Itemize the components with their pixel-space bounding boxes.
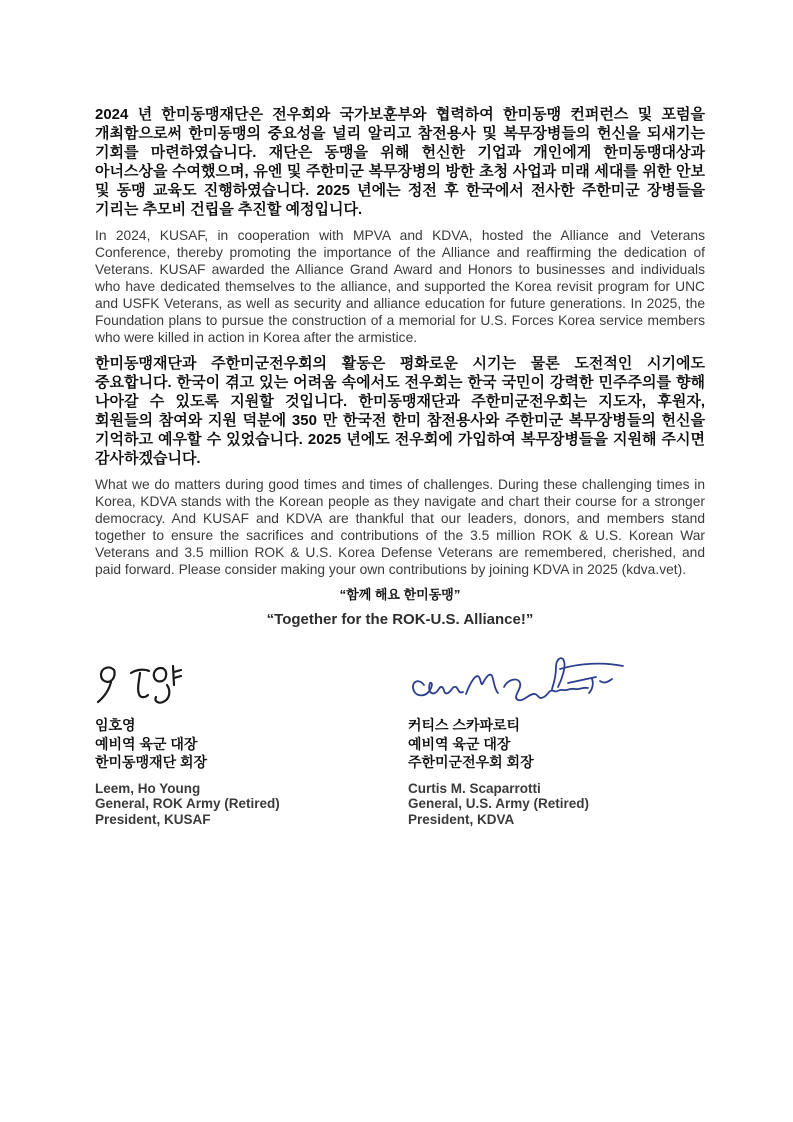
signer-korean-title: 주한미군전우회 회장	[408, 754, 534, 770]
signer-english-rank: General, U.S. Army (Retired)	[408, 796, 590, 811]
signer-korean-title: 한미동맹재단 회장	[95, 754, 208, 770]
signer-english-lines	[408, 781, 705, 828]
signer-korean-lines	[408, 716, 705, 772]
paragraph-english-2024-summary: In 2024, KUSAF, in cooperation with MPVA and KDVA, hosted the Alliance and Veterans Conference, thereby promoting the importance of the Alliance and reaffirming the dedication of Veterans. KUSAF awarded the Alliance Grand Award and Honors to businesses and individuals who have dedicated themselves to the alliance, and supported the Korea revisit program for UNC and USFK Veterans, as well as security and alliance education for future generations. In 2025, the Foundation plans to pursue the construction of a memorial for U.S. Forces Korea service members who were killed in action in Korea after the armistice.	[95, 228, 705, 345]
signer-english-lines	[95, 781, 408, 828]
signer-korean-lines	[95, 716, 408, 772]
signer-english-title: President, KDVA	[408, 811, 515, 827]
signature-section	[95, 653, 705, 827]
leem-ho-young-signature-icon	[95, 653, 408, 707]
signer-english-rank: General, ROK Army (Retired)	[95, 796, 280, 811]
curtis-scaparrotti-signature-icon	[408, 653, 705, 707]
slogan-block	[95, 586, 705, 629]
signer-block-curtis-scaparrotti	[408, 653, 705, 827]
signer-korean-name: 커티스 스카파로티	[408, 717, 521, 733]
paragraph-korean-2024-summary: 2024 년 한미동맹재단은 전우회와 국가보훈부와 협력하여 한미동맹 컨퍼런스 및 포럼을 개최함으로써 한미동맹의 중요성을 널리 알리고 참전용사 및 복무장병들의 헌신을 되새기는 기회를 마련하였습니다. 재단은 동맹을 위해 헌신한 기업과 개인에게 한미동맹대상과 아너스상을 수여했으며, 유엔 및 주한미군 복무장병의 방한 초청 사업과 미래 세대를 위한 안보 및 동맹 교육도 진행하였습니다. 2025 년에는 정전 후 한국에서 전사한 주한미군 장병들을 기리는 추모비 건립을 추진할 예정입니다.	[95, 106, 705, 218]
signer-korean-rank: 예비역 육군 대장	[408, 735, 511, 752]
paragraph-korean-2025-outlook: 한미동맹재단과 주한미군전우회의 활동은 평화로운 시기는 물론 도전적인 시기에도 중요합니다. 한국이 겪고 있는 어려움 속에서도 전우회는 한국 국민이 강력한 민주주의를 향해 나아갈 수 있도록 지원할 것입니다. 한미동맹재단과 주한미군전우회는 지도자, 후원자, 회원들의 참여와 지원 덕분에 350 만 한국전 한미 참전용사와 주한미군 복무장병들의 헌신을 기억하고 예우할 수 있었습니다. 2025 년에도 전우회에 가입하여 복무장병들을 지원해 주시면 감사하겠습니다.	[95, 355, 705, 467]
signer-korean-rank: 예비역 육군 대장	[95, 735, 198, 752]
signer-english-name: Leem, Ho Young	[95, 780, 201, 796]
slogan-english: “Together for the ROK-U.S. Alliance!”	[266, 611, 534, 628]
signer-english-name: Curtis M. Scaparrotti	[408, 780, 541, 796]
signer-korean-name: 임호영	[95, 717, 136, 733]
signer-english-title: President, KUSAF	[95, 811, 211, 827]
signer-block-leem-ho-young	[95, 653, 408, 827]
paragraph-english-2025-outlook: What we do matters during good times and times of challenges. During these challenging times in Korea, KDVA stands with the Korean people as they navigate and chart their course for a stronger democracy. And KUSAF and KDVA are thankful that our leaders, donors, and members stand together to ensure the sacrifices and contributions of the 3.5 million ROK & U.S. Korean War Veterans and 3.5 million ROK & U.S. Korea Defense Veterans are remembered, cherished, and paid forward. Please consider making your own contributions by joining KDVA in 2025 (kdva.vet).	[95, 477, 705, 577]
slogan-korean: “함께 해요 한미동맹”	[339, 587, 461, 602]
